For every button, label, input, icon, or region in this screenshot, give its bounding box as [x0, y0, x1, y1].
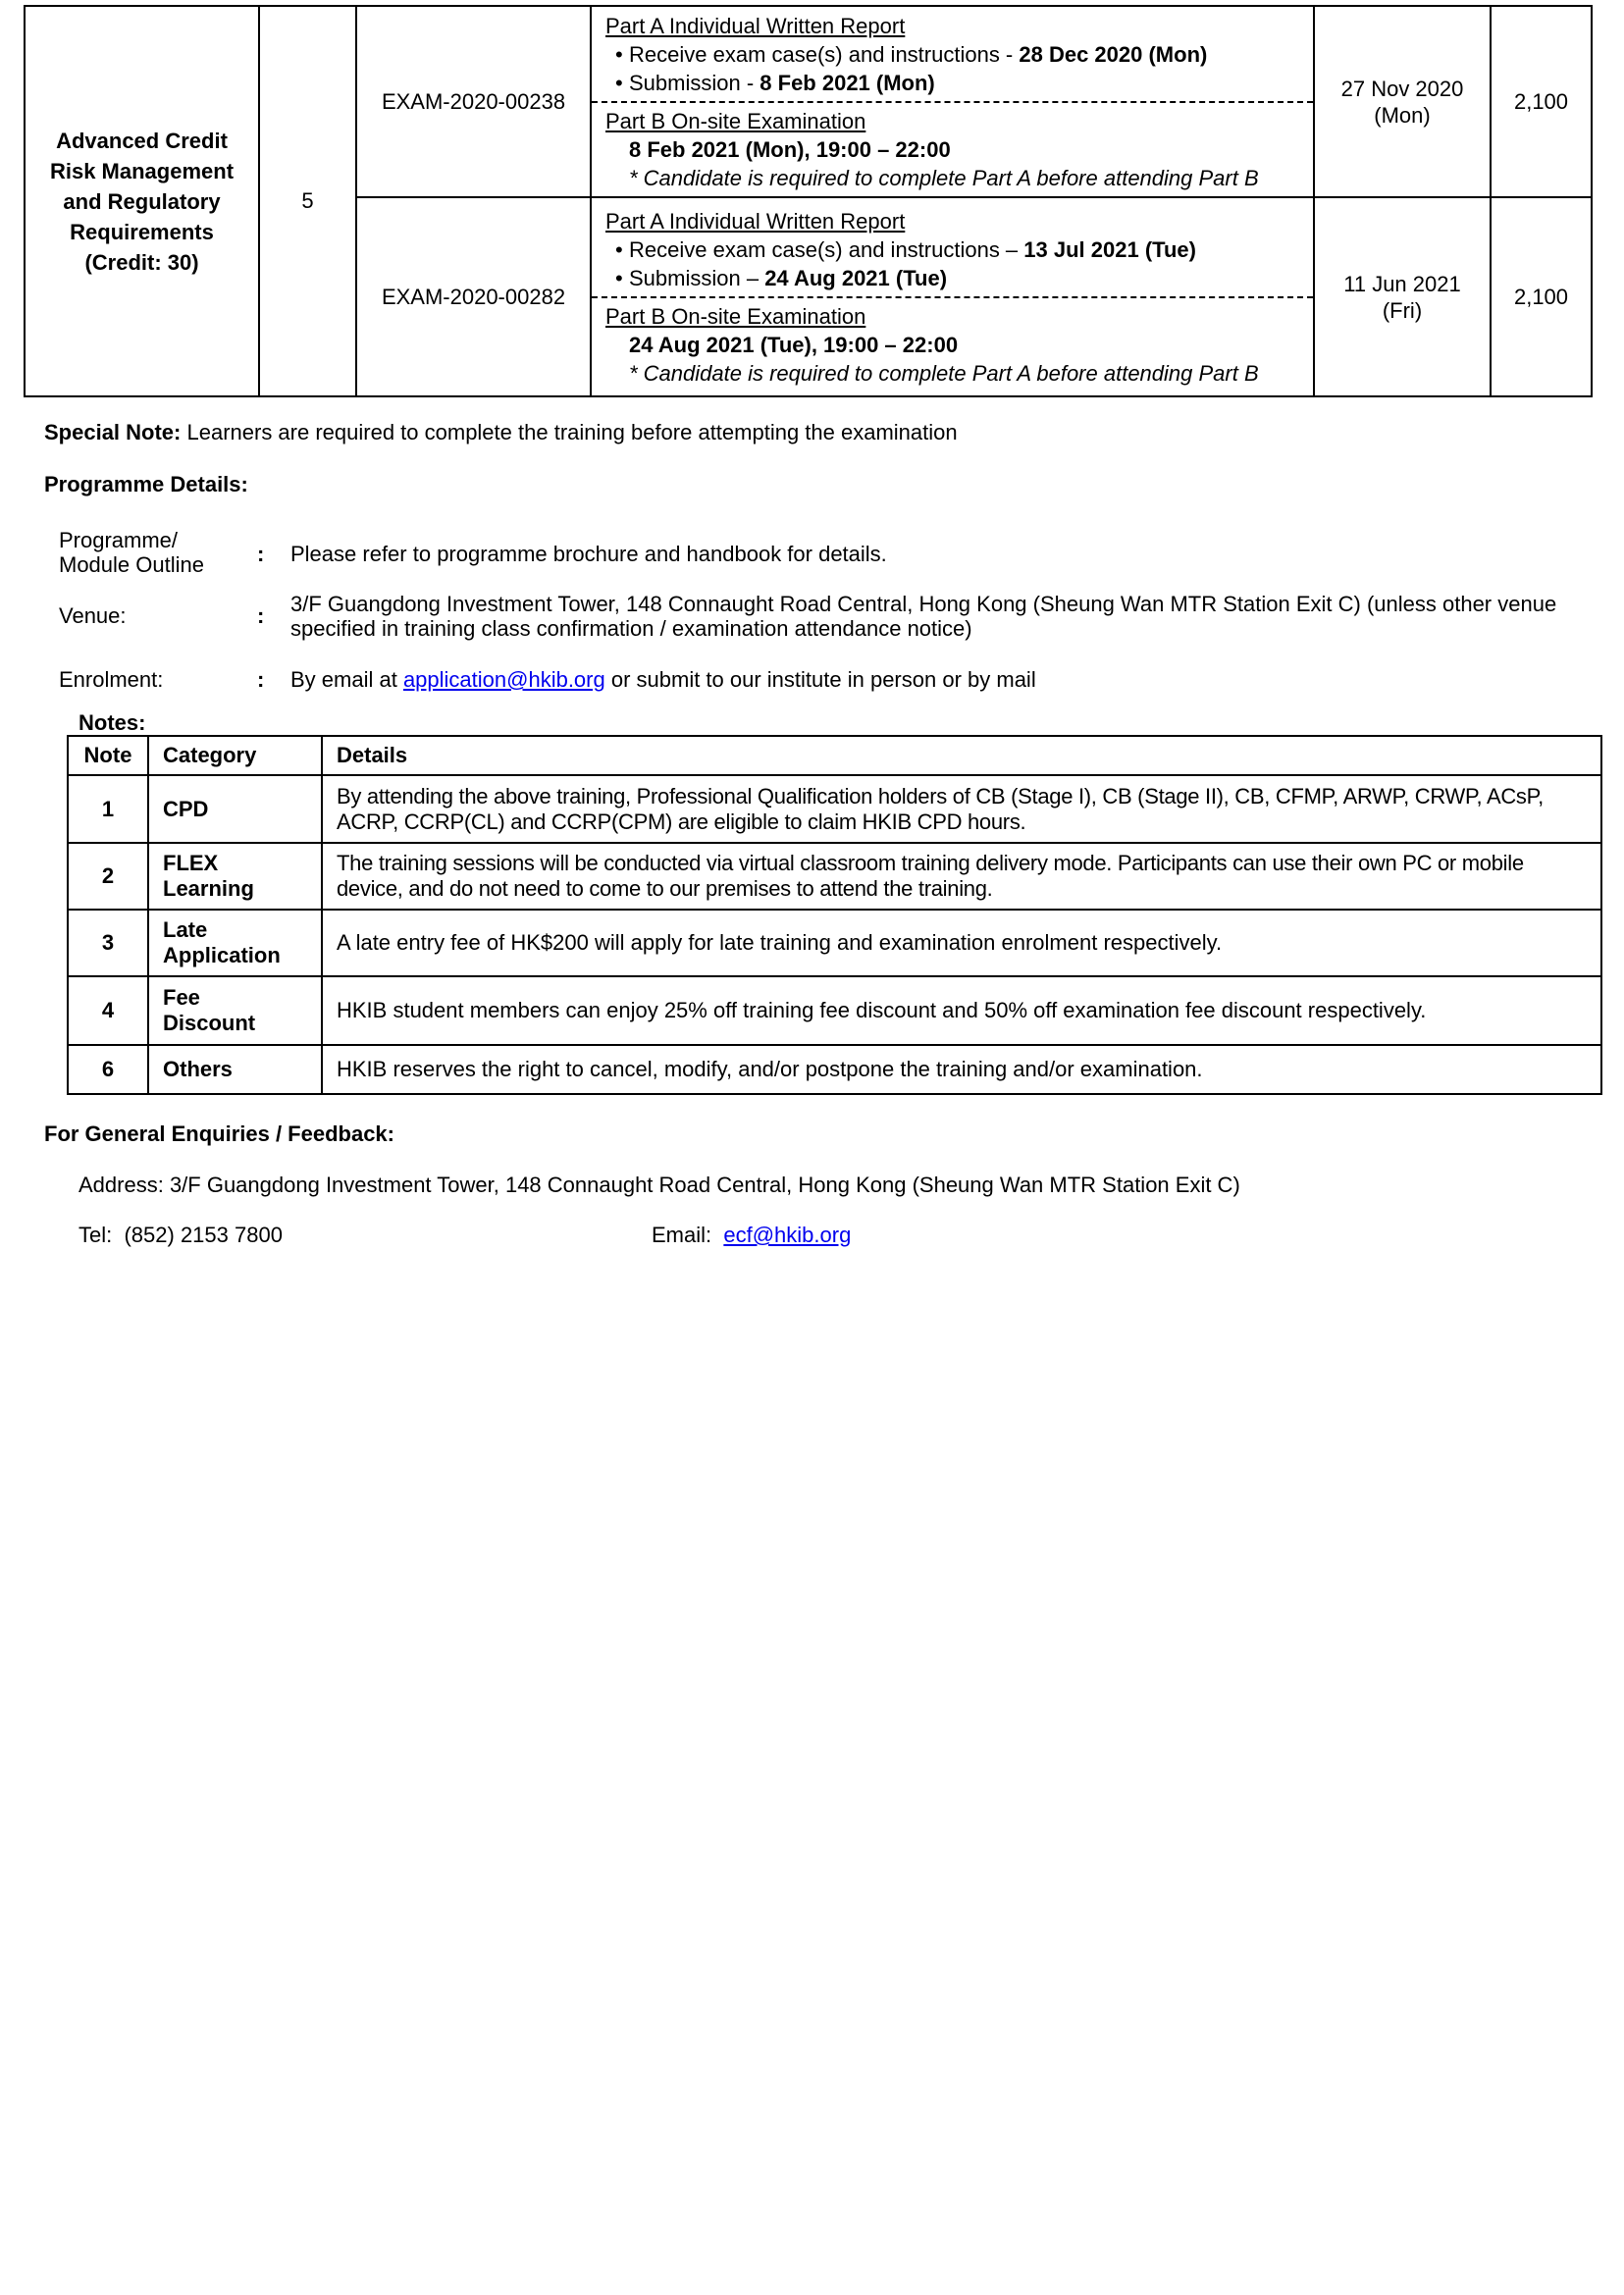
- note-category-line: Late: [163, 917, 208, 942]
- special-note-label: Special Note:: [44, 420, 182, 444]
- note-category: [148, 1045, 322, 1094]
- venue-colon: :: [257, 603, 265, 628]
- note-category-line: Discount: [163, 1011, 256, 1035]
- note-number: 4: [68, 976, 148, 1045]
- note-category-line: Application: [163, 943, 281, 967]
- part-a-receive: [605, 40, 1299, 69]
- part-a-submit-label: Submission -: [629, 70, 760, 95]
- note-category-line: CPD: [163, 796, 209, 821]
- special-note: [44, 420, 958, 445]
- notes-heading: Notes:: [79, 710, 146, 735]
- deadline-day: (Fri): [1382, 297, 1423, 323]
- venue-value-line: 3/F Guangdong Investment Tower, 148 Connaught Road Central, Hong Kong (Sheung Wan MTR Station Exit C) (unless other venue: [290, 592, 1557, 616]
- exam-schedule-table: [24, 5, 1593, 397]
- enrolment-prefix: By email at: [290, 667, 403, 692]
- outline-label: [59, 528, 204, 577]
- enrolment-label: Enrolment:: [59, 667, 164, 692]
- deadline-date: 27 Nov 2020: [1340, 76, 1464, 101]
- table-row: [68, 775, 1601, 843]
- part-b-title: Part B On-site Examination: [605, 303, 866, 329]
- exam-parts-cell: [591, 6, 1314, 197]
- exam-parts-cell: [591, 197, 1314, 396]
- outline-value: Please refer to programme brochure and handbook for details.: [290, 542, 887, 566]
- programme-details-heading: Programme Details:: [44, 472, 248, 496]
- programme-name-line: Requirements: [70, 219, 214, 244]
- fee-cell: 2,100: [1491, 6, 1592, 197]
- part-a-submit: [605, 264, 1299, 292]
- note-category-line: FLEX: [163, 851, 219, 875]
- part-a-receive-date: 28 Dec 2020 (Mon): [1019, 41, 1208, 67]
- part-a-title: Part A Individual Written Report: [605, 13, 906, 38]
- note-number: 1: [68, 775, 148, 843]
- header-details: Details: [322, 736, 1601, 775]
- part-a-block: [592, 203, 1313, 298]
- table-row: [68, 976, 1601, 1045]
- enquiries-address: [79, 1173, 1240, 1198]
- venue-value: [290, 592, 1556, 641]
- note-details: A late entry fee of HK$200 will apply for late training and examination enrolment respectively.: [322, 910, 1601, 976]
- part-a-submit-label: Submission –: [629, 265, 765, 290]
- part-a-block: [592, 8, 1313, 103]
- part-b-title: Part B On-site Examination: [605, 108, 866, 133]
- part-b-datetime: 24 Aug 2021 (Tue), 19:00 – 22:00: [629, 332, 959, 357]
- note-category: [148, 775, 322, 843]
- programme-name-line: Risk Management: [49, 158, 235, 183]
- email-label: Email:: [652, 1223, 724, 1247]
- exam-row-1: [25, 6, 1592, 197]
- note-details: [322, 843, 1601, 910]
- part-a-receive-label: Receive exam case(s) and instructions -: [629, 41, 1020, 67]
- deadline-cell: [1314, 197, 1491, 396]
- note-details: HKIB student members can enjoy 25% off training fee discount and 50% off examination fee discount respectively.: [322, 976, 1601, 1045]
- note-category: [148, 910, 322, 976]
- note-category-line: Others: [163, 1057, 233, 1081]
- outline-label-line: Module Outline: [59, 552, 204, 577]
- note-details: HKIB reserves the right to cancel, modify, and/or postpone the training and/or examination.: [322, 1045, 1601, 1094]
- note-category-line: Learning: [163, 876, 254, 901]
- part-b-datetime: 8 Feb 2021 (Mon), 19:00 – 22:00: [629, 136, 951, 162]
- programme-name-cell: [25, 6, 259, 396]
- header-category: Category: [148, 736, 322, 775]
- fee-cell: 2,100: [1491, 197, 1592, 396]
- table-row: [68, 1045, 1601, 1094]
- venue-value-line: specified in training class confirmation / examination attendance notice): [290, 616, 972, 641]
- enquiries-email-link[interactable]: ecf@hkib.org: [723, 1223, 852, 1247]
- part-b-block: [592, 103, 1313, 196]
- enquiries-email: [652, 1223, 851, 1248]
- address-label: Address:: [79, 1173, 170, 1197]
- enrolment-value: [290, 667, 1036, 693]
- enrolment-colon: :: [257, 667, 265, 692]
- table-row: [68, 843, 1601, 910]
- tel-label: Tel:: [79, 1223, 125, 1247]
- part-a-receive-label: Receive exam case(s) and instructions –: [629, 236, 1024, 262]
- address-value: 3/F Guangdong Investment Tower, 148 Connaught Road Central, Hong Kong (Sheung Wan MTR Station Exit C): [169, 1173, 1240, 1197]
- enrolment-suffix: or submit to our institute in person or by mail: [604, 667, 1036, 692]
- special-note-text: Learners are required to complete the training before attempting the examination: [181, 420, 958, 444]
- note-details-line: By attending the above training, Professional Qualification holders of CB (Stage I), CB (Stage II), CB, CFMP, ARWP, CRWP, ACsP,: [337, 783, 1544, 808]
- note-details-line: ACRP, CCRP(CL) and CCRP(CPM) are eligible to claim HKIB CPD hours.: [337, 808, 1026, 834]
- programme-name-line: and Regulatory: [63, 188, 221, 214]
- outline-colon: :: [257, 542, 265, 566]
- header-note: Note: [68, 736, 148, 775]
- part-a-submit: [605, 69, 1299, 97]
- part-a-submit-date: 8 Feb 2021 (Mon): [760, 70, 935, 95]
- note-details-line: The training sessions will be conducted via virtual classroom training delivery mode. Participants can use their own PC or mobile: [337, 851, 1524, 875]
- part-b-block: [592, 298, 1313, 391]
- part-a-receive-date: 13 Jul 2021 (Tue): [1023, 236, 1196, 262]
- note-details: [322, 775, 1601, 843]
- deadline-date: 11 Jun 2021: [1343, 271, 1461, 296]
- module-count-cell: 5: [259, 6, 356, 396]
- tel-value: (852) 2153 7800: [124, 1223, 283, 1247]
- part-b-note: * Candidate is required to complete Part A before attending Part B: [629, 360, 1259, 386]
- enquiries-tel: [79, 1223, 283, 1248]
- enrolment-email-link[interactable]: application@hkib.org: [402, 667, 605, 692]
- note-details-line: device, and do not need to come to our premises to attend the training.: [337, 876, 993, 901]
- note-category: [148, 976, 322, 1045]
- note-category-line: Fee: [163, 985, 200, 1010]
- deadline-cell: [1314, 6, 1491, 197]
- note-number: 6: [68, 1045, 148, 1094]
- outline-label-line: Programme/: [59, 528, 179, 552]
- table-row: [68, 910, 1601, 976]
- exam-code-cell: EXAM-2020-00282: [356, 197, 591, 396]
- programme-name-line: (Credit: 30): [84, 249, 199, 275]
- venue-label: Venue:: [59, 603, 127, 628]
- note-number: 2: [68, 843, 148, 910]
- programme-name-line: Advanced Credit: [56, 128, 228, 153]
- exam-code-cell: EXAM-2020-00238: [356, 6, 591, 197]
- notes-table: [67, 735, 1602, 1095]
- enquiries-heading: For General Enquiries / Feedback:: [44, 1121, 394, 1146]
- notes-header-row: [68, 736, 1601, 775]
- note-category: [148, 843, 322, 910]
- part-a-title: Part A Individual Written Report: [605, 208, 906, 234]
- part-b-note: * Candidate is required to complete Part A before attending Part B: [629, 165, 1259, 190]
- note-number: 3: [68, 910, 148, 976]
- deadline-day: (Mon): [1374, 102, 1431, 128]
- part-a-submit-date: 24 Aug 2021 (Tue): [764, 265, 948, 290]
- part-a-receive: [605, 235, 1299, 264]
